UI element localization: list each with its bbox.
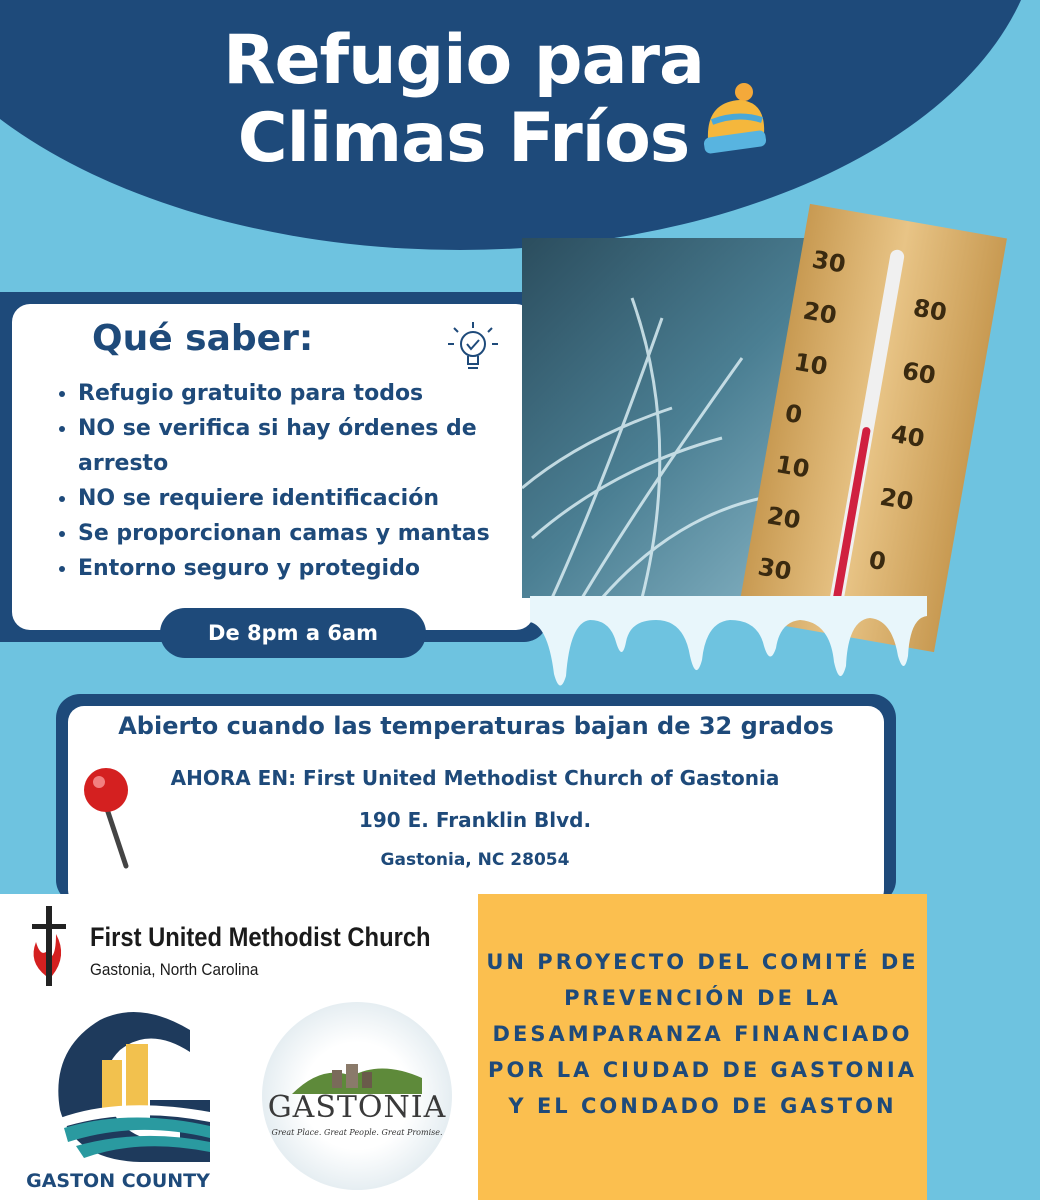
location-city: Gastonia, NC 28054 [380,850,570,870]
thermometer-tick: 0 [866,545,889,577]
city-name: GASTONIA [267,1090,447,1125]
map-pin-icon [82,766,136,870]
lightbulb-icon [444,318,502,380]
thermometer-tick: 20 [800,296,839,330]
list-item: • NO se requiere identificación [78,481,548,516]
thermometer-mercury [832,426,871,605]
list-item: • Refugio gratuito para todos [78,376,548,411]
title-line-1: Refugio para [223,21,704,100]
thermometer-tick: 60 [900,356,938,391]
info-list [52,376,548,586]
thermometer-tick: 20 [764,501,803,535]
thermometer-tick: 10 [791,347,830,382]
city-tagline: Great Place. Great People. Great Promise. [271,1128,443,1137]
page-title [0,22,927,178]
location-street: 190 E. Franklin Blvd. [358,808,592,832]
thermometer-tick: 10 [773,450,812,484]
thermometer-tick: 20 [877,482,916,517]
winter-hat-icon [700,82,770,156]
location-name: AHORA EN: First United Methodist Church of Gastonia [170,766,780,790]
icicles-decoration [530,596,927,696]
church-name: First United Methodist Church [90,922,431,952]
city-skyline-icon [292,1054,422,1094]
county-label: GASTON COUNTY [26,1170,210,1192]
hours-badge: De 8pm a 6am [160,608,426,658]
thermometer-tick: 30 [755,552,794,586]
thermometer-tick: 30 [809,245,848,279]
info-heading: Qué saber: [92,318,314,359]
list-item: • Entorno seguro y protegido [78,551,548,586]
open-condition: Abierto cuando las temperaturas bajan de 32 grados [118,712,834,740]
thermometer-tick: 40 [888,419,927,454]
list-item: • Se proporcionan camas y mantas [78,516,548,551]
list-item: • NO se verifica si hay órdenes de arresto [78,411,548,481]
thermometer-tick: 80 [911,293,949,327]
frosty-thermometer-photo [522,238,949,598]
thermometer-tick: 0 [782,398,805,430]
cross-and-flame-icon [26,906,72,986]
title-line-2: Climas Fríos [237,99,690,178]
project-description: UN PROYECTO DEL COMITÉ DE PREVENCIÓN DE LA DESAMPARANZA FINANCIADO POR LA CIUDAD DE GASTONIA Y EL CONDADO DE GASTON [486,950,919,1118]
gaston-county-logo [40,1000,220,1170]
church-location: Gastonia, North Carolina [90,960,259,979]
